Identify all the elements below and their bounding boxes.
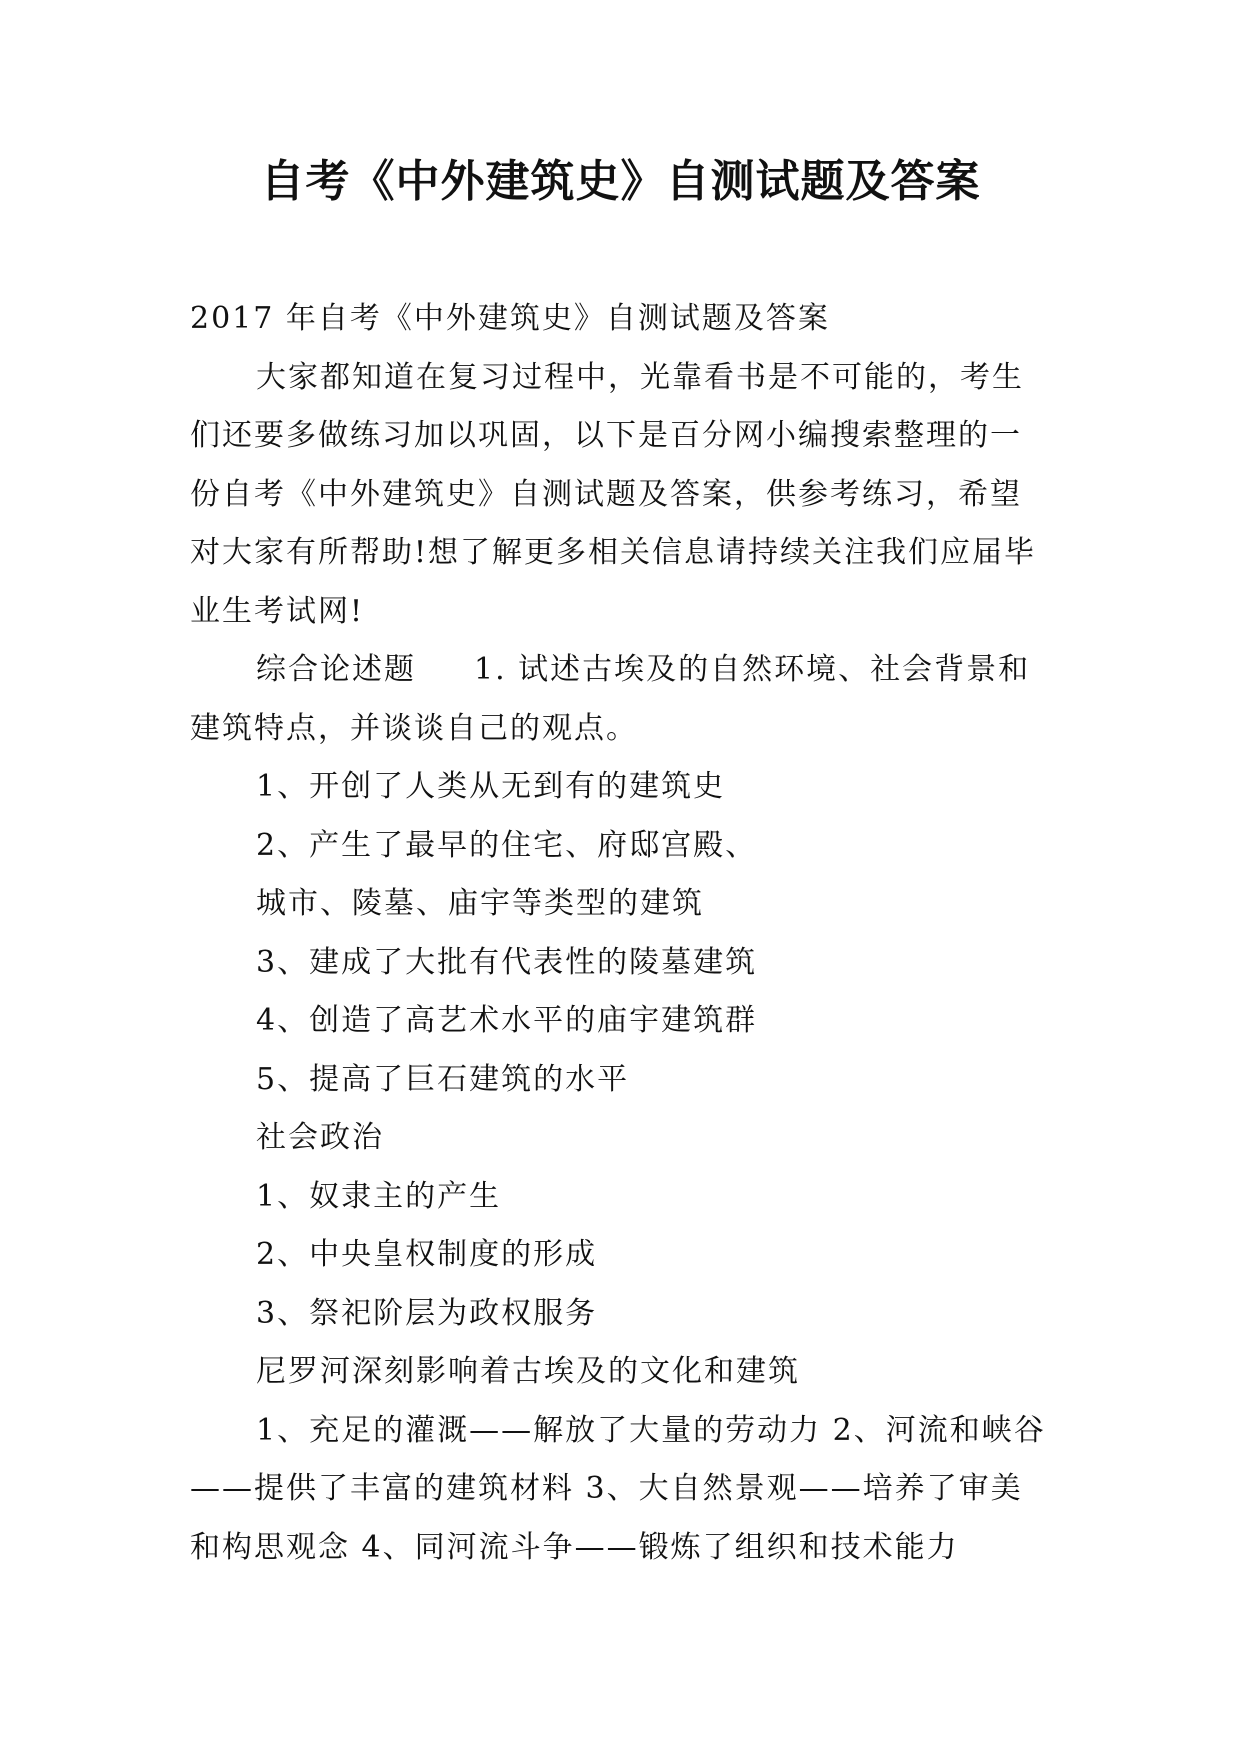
list-line: 城市、陵墓、庙宇等类型的建筑 (256, 886, 704, 921)
subtitle-paragraph: 2017 年自考《中外建筑史》自测试题及答案 (190, 301, 830, 336)
closing-paragraph: 1、充足的灌溉——解放了大量的劳动力 2、河流和峡谷——提供了丰富的建筑材料 3、大自然景观——培养了审美和构思观念 4、同河流斗争——锻炼了组织和技术能力 (190, 1412, 1046, 1565)
intro-paragraph: 大家都知道在复习过程中，光靠看书是不可能的，考生们还要多做练习加以巩固，以下是百分网小编搜索整理的一份自考《中外建筑史》自测试题及答案，供参考练习，希望对大家有所帮助!想了解更多相关信息请持续关注我们应届毕业生考试网! (190, 359, 1037, 629)
document-title: 自考《中外建筑史》自测试题及答案 (260, 156, 981, 207)
list-line: 3、建成了大批有代表性的陵墓建筑 (256, 944, 758, 980)
section-heading-social: 社会政治 (256, 1120, 384, 1155)
question-text: 1. 试述古埃及的自然环境、社会背景和建筑特点，并谈谈自己的观点。 (190, 652, 1031, 746)
list-line: 2、中央皇权制度的形成 (256, 1237, 598, 1272)
question-paragraph (190, 641, 1051, 758)
list-line: 5、提高了巨石建筑的水平 (256, 1061, 630, 1097)
section-heading-nile: 尼罗河深刻影响着古埃及的文化和建筑 (256, 1354, 800, 1389)
list-line: 2、产生了最早的住宅、府邸宫殿、 (256, 827, 758, 863)
question-heading: 综合论述题 (256, 652, 416, 687)
list-line: 4、创造了高艺术水平的庙宇建筑群 (256, 1003, 758, 1038)
list-line: 1、奴隶主的产生 (256, 1178, 502, 1214)
document-body (190, 290, 1051, 1577)
list-line: 1、开创了人类从无到有的建筑史 (256, 769, 726, 804)
list-line: 3、祭祀阶层为政权服务 (256, 1295, 598, 1331)
